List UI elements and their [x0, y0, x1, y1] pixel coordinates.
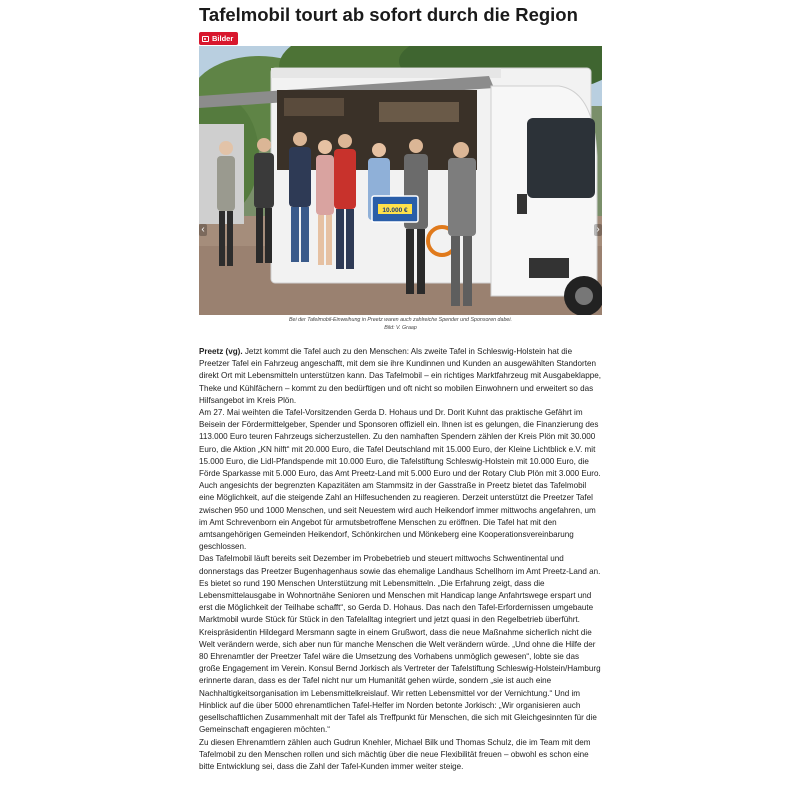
- article-headline: Tafelmobil tourt ab sofort durch die Region: [199, 4, 578, 25]
- body-paragraph: [199, 346, 602, 407]
- dateline: Preetz (vg).: [199, 347, 243, 356]
- photo-illustration: [199, 46, 602, 315]
- wheel-hub: [575, 287, 593, 305]
- paragraph-text: Jetzt kommt die Tafel auch zu den Menschen: Als zweite Tafel in Schleswig-Holstein hat die Preetzer Tafel ein Fahrzeug angeschafft, mit dem sie ihre Kundinnen und Kunden an ausgewählten Standorten direkt Ort mit Lebensmitteln unterstützen kann. Das Tafelmobil – ein richtiges Marktfahrzeug mit Ausgabeklappe, Theke und Kühlfächern – kommt zu den bedürftigen und oft nicht so mobilen Einwohnern und erweitert so das Hilfsangebot im Kreis Plön.: [199, 347, 602, 405]
- article-body: [199, 346, 602, 773]
- gallery-next-button[interactable]: ›: [594, 224, 602, 236]
- body-paragraph: Am 27. Mai weihten die Tafel-Vorsitzenden Gerda D. Hohaus und Dr. Dorit Kuhnt das praktische Gefährt im Beisein der Fördermittelgeber, Spender und Sponsoren offiziell ein. Ihnen ist es gelungen, die Finanzierung des 113.000 Euro teuren Fahrzeugs sicherzustellen. Zu den namhaften Spendern zählen der Kreis Plön mit 30.000 Euro, die Aktion „KN hilft“ mit 20.000 Euro, die Tafel Deutschland mit 15.000 Euro, der Kleine Lichtblick e.V. mit 15.000 Euro, die Lidl-Pfandspende mit 10.000 Euro, die Tafelstiftung Schleswig-Holstein mit 10.000 Euro, die Förde Sparkasse mit 5.000 Euro, das Amt Preetz-Land mit 5.000 Euro und der Rotary Club Plön mit 3.000 Euro.: [199, 408, 601, 479]
- body-paragraph: Das Tafelmobil läuft bereits seit Dezember im Probebetrieb und steuert mittwochs Schwentinental und donnerstags das Preetzer Bugenhagenhaus sowie das ehemalige Landhaus Schellhorn im Amt Preetz-Land an. Es bietet so rund 190 Menschen Unterstützung mit Lebensmitteln. „Die Erfahrung zeigt, dass die Lebensmittelausgabe in Wohnortnähe Senioren und Menschen mit Handicap lange Anfahrtswege erspart und erst die Möglichkeit der Teilhabe schafft“, so Gerda D. Hohaus. Das nach den Tafel-Erfordernissen umgebaute Marktmobil wurde Stück für Stück in den Tafelalltag integriert und jetzt quasi in den Regelbetrieb überführt. Kreispräsidentin Hildegard Mersmann sagte in einem Grußwort, dass die neue Maßnahme sicherlich nicht die Welt verändern werde, sich aber nun für manche Menschen die Welt verändern würde. „Und ohne die Hilfe der 80 Ehrenamtler der Preetzer Tafel wäre die Umsetzung des Vorhabens unmöglich gewesen“, lobte sie das große Engagement im Verein. Konsul Bernd Jorkisch als Vertreter der Tafelstiftung Schleswig-Holstein/Hamburg erinnerte daran, dass es der Tafel nicht nur um Humanität gehen würde, sondern „sie ist auch eine Nachhaltigkeitsorganisation im Lebensmittelkreislauf. Wir retten Lebensmittel vor der Vernichtung.“ Und im Hinblick auf die über 5000 ehrenamtlichen Tafel-Helfer im Norden betonte Jorkisch: „Wir organisieren auch gesellschaftlichen Zusammenhalt mit der Tafel als Treffpunkt für Menschen, die sich mit Gleichgesinnten für die Gemeinschaft engagieren möchten.“: [199, 554, 601, 735]
- photo-credit: Bild: V. Graap: [384, 325, 417, 331]
- body-paragraph: Auch angesichts der begrenzten Kapazitäten am Stammsitz in der Gasstraße in Preetz bietet das Tafelmobil eine Möglichkeit, auf die steigende Zahl an Hilfesuchenden zu reagieren. Derzeit unterstützt die Preetzer Tafel zwischen 950 und 1000 Menschen, und seit Neuestem wird auch Heikendorf immer mittwochs angefahren, um im Amt Schrevenborn ein Angebot für armutsbetroffene Menschen zu eröffnen. Die Tafel hat mit den amtsangehörigen Gemeinden Heikendorf, Schönkirchen und Mönkeberg eine Kooperationsvereinbarung geschlossen.: [199, 481, 596, 552]
- article-photo: [199, 46, 602, 315]
- interior-shelf: [284, 98, 344, 116]
- gallery-badge-label: Bilder: [212, 34, 234, 43]
- interior-shelf: [379, 102, 459, 122]
- truck-step: [529, 258, 569, 278]
- truck-roof: [271, 68, 501, 78]
- door-handle: [517, 194, 527, 214]
- body-paragraph: Zu diesen Ehrenamtlern zählen auch Gudrun Knehler, Michael Bilk und Thomas Schulz, die im Team mit dem Tafelmobil zu den Menschen rollen und sich mächtig über die neue Flexibilität freuen – obwohl es schon eine bitte Entwicklung sei, dass die Zahl der Tafel-Kunden immer weiter steige.: [199, 737, 591, 771]
- photo-caption: [199, 316, 602, 332]
- cab-window: [527, 118, 595, 198]
- caption-text: Bei der Tafelmobil-Einweihung in Preetz waren auch zahlreiche Spender und Sponsoren dabei.: [288, 317, 512, 323]
- camera-icon: [202, 36, 209, 42]
- gallery-prev-button[interactable]: ‹: [199, 224, 207, 236]
- check-amount: 10.000 €: [382, 207, 408, 214]
- gallery-badge[interactable]: [199, 32, 238, 45]
